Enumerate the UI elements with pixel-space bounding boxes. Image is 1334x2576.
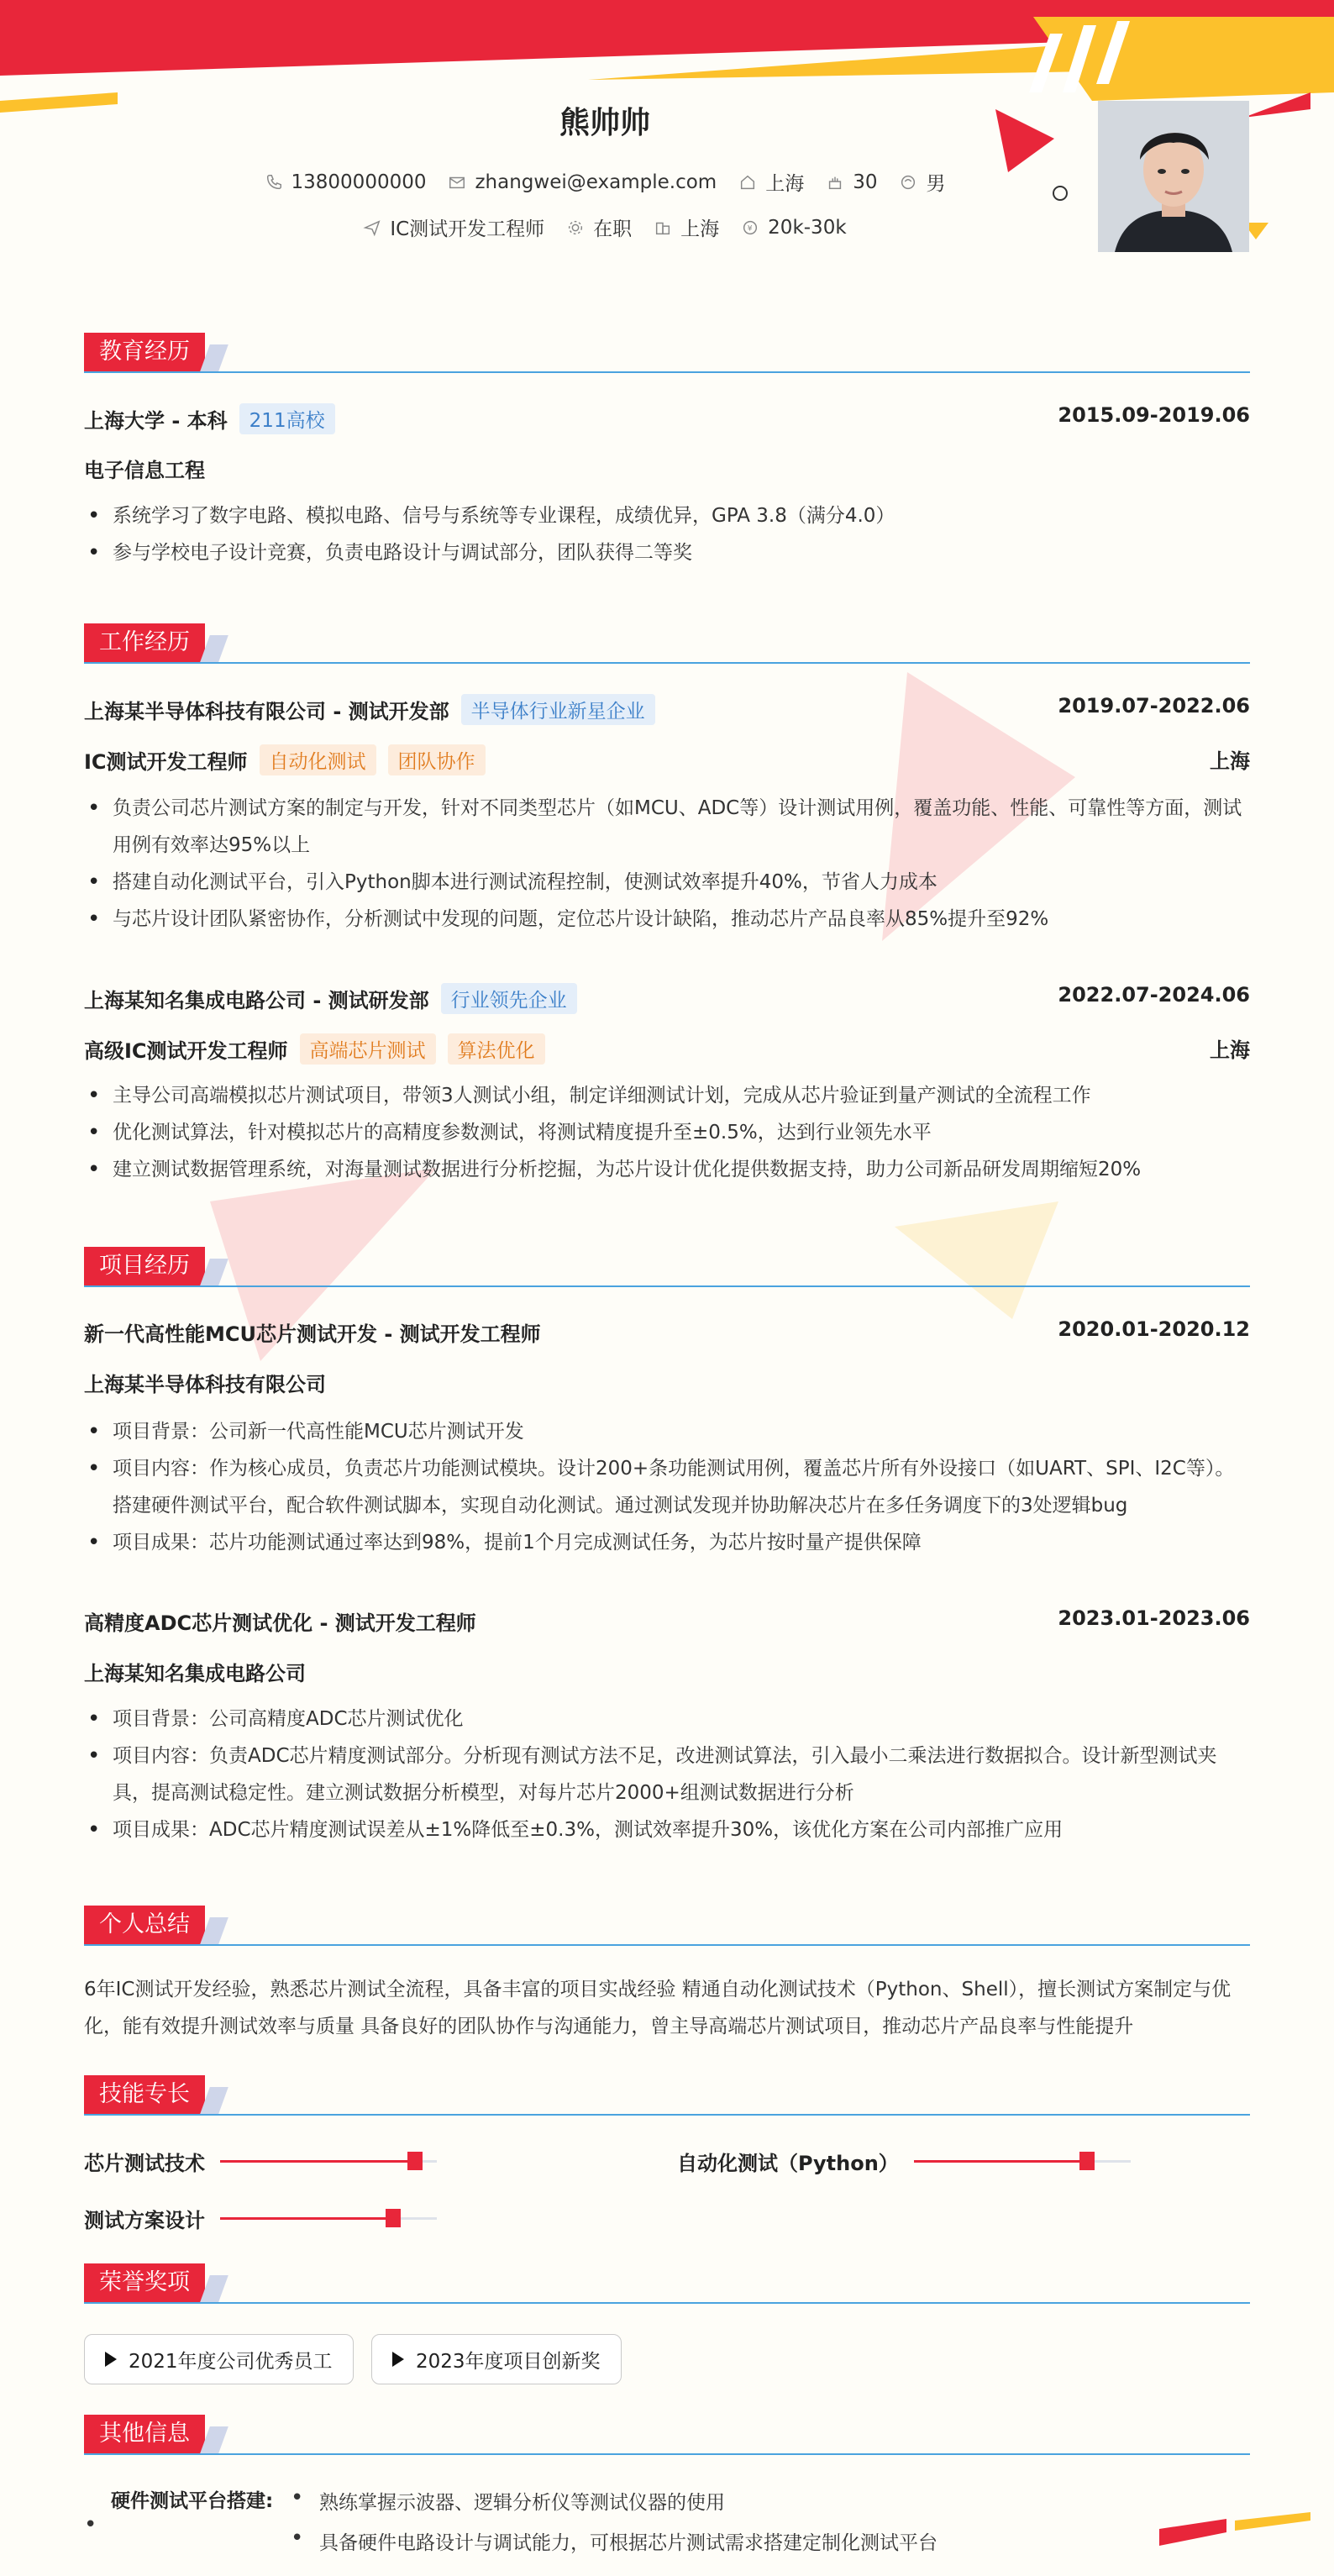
work-city: 上海 (1210, 749, 1250, 773)
section-header (84, 333, 1250, 373)
project-name: 新一代高性能MCU芯片测试开发 - 测试开发工程师 (84, 1322, 541, 1346)
skill-level-bar (220, 2160, 437, 2163)
project-company: 上海某知名集成电路公司 (84, 1662, 306, 1685)
work-bullets (84, 790, 1250, 938)
email-item (448, 171, 717, 193)
school-name: 上海大学 - 本科 (84, 409, 228, 433)
skill-level-knob (386, 2209, 401, 2227)
svg-text:¥: ¥ (747, 223, 753, 234)
work-bullets (84, 1077, 1250, 1188)
section-divider (84, 1285, 1250, 1287)
projects-section (84, 1247, 1250, 1287)
section-title: 技能专长 (84, 2075, 205, 2114)
age-value: 30 (853, 171, 878, 193)
other-item: 熟练掌握示波器、逻辑分析仪等测试仪器的使用 (319, 2492, 725, 2514)
section-divider (84, 371, 1250, 373)
section-divider (84, 2302, 1250, 2304)
cake-icon (826, 173, 844, 192)
company-name: 上海某半导体科技有限公司 - 测试开发部 (84, 700, 449, 723)
list-item: • 建立测试数据管理系统，对海量测试数据进行分析挖掘，为芯片设计优化提供数据支持，助力公司新品研发周期缩短20% (84, 1151, 1250, 1188)
section-divider (84, 1944, 1250, 1946)
work-city: 上海 (1210, 1038, 1250, 1062)
skill-item (84, 2204, 437, 2233)
skill-tag: 团队协作 (388, 744, 486, 775)
section-header (84, 2263, 1250, 2304)
skill-name: 自动化测试（Python） (677, 2152, 899, 2175)
list-item: • 项目成果：ADC芯片精度测试误差从±1%降低至±0.3%，测试效率提升30%，该优化方案在公司内部推广应用 (84, 1811, 1250, 1848)
section-divider (84, 2114, 1250, 2116)
skill-level-bar (914, 2160, 1131, 2163)
job-title: IC测试开发工程师 (84, 750, 248, 774)
target-city-value: 上海 (680, 218, 720, 240)
skills-section (84, 2075, 1250, 2116)
section-title: 项目经历 (84, 1247, 205, 1285)
gender-item (899, 168, 945, 196)
other-section (84, 2415, 1250, 2455)
phone-value: 13800000000 (291, 171, 427, 193)
education-section (84, 333, 1250, 373)
list-item: • 项目内容：作为核心成员，负责芯片功能测试模块。设计200+条功能测试用例，覆盖芯片所有外设接口（如UART、SPI、I2C等）。搭建硬件测试平台，配合软件测试脚本，实现自动化测试。通过测试发现并协助解决芯片在多任务调度下的3处逻辑bug (84, 1450, 1250, 1524)
status-value: 在职 (593, 218, 633, 240)
section-header (84, 2415, 1250, 2455)
award-label: 2023年度项目创新奖 (416, 2350, 601, 2373)
project-name: 高精度ADC芯片测试优化 - 测试开发工程师 (84, 1611, 476, 1635)
awards-section (84, 2263, 1250, 2304)
project-bullets (84, 1413, 1250, 1561)
major: 电子信息工程 (84, 459, 205, 482)
email-value: zhangwei@example.com (475, 171, 717, 193)
company-name: 上海某知名集成电路公司 - 测试研发部 (84, 989, 429, 1012)
candidate-name: 熊帅帅 (559, 106, 650, 140)
avatar-portrait-icon (1098, 101, 1249, 252)
section-title: 荣誉奖项 (84, 2263, 205, 2302)
target-city-item (654, 213, 719, 241)
play-icon (392, 2352, 404, 2367)
section-header (84, 1906, 1250, 1946)
salary-value: 20k-30k (768, 216, 847, 239)
project-date: 2020.01-2020.12 (1058, 1317, 1250, 1341)
face-icon (899, 173, 917, 192)
bullet-dot: • (84, 2512, 97, 2537)
project-bullets (84, 1701, 1250, 1848)
contact-row (84, 168, 1126, 196)
section-title: 教育经历 (84, 333, 205, 371)
position-value: IC测试开发工程师 (390, 218, 545, 240)
phone-icon (265, 173, 283, 192)
education-bullets (84, 497, 1250, 571)
summary-section (84, 1906, 1250, 1946)
section-divider (84, 662, 1250, 664)
company-tag: 行业领先企业 (441, 983, 577, 1014)
list-item: • 优化测试算法，针对模拟芯片的高精度参数测试，将测试精度提升至±0.5%，达到行业领先水平 (84, 1114, 1250, 1151)
list-item: • 项目背景：公司高精度ADC芯片测试优化 (84, 1701, 1250, 1737)
bullet-dot: • (291, 2526, 304, 2551)
list-item: • 项目成果：芯片功能测试通过率达到98%，提前1个月完成测试任务，为芯片按时量产提供保障 (84, 1524, 1250, 1561)
status-item (566, 213, 632, 241)
section-header (84, 623, 1250, 664)
skill-level-fill (914, 2160, 1087, 2163)
section-title: 个人总结 (84, 1906, 205, 1944)
skill-item (677, 2147, 1131, 2176)
list-item: • 负责公司芯片测试方案的制定与开发，针对不同类型芯片（如MCU、ADC等）设计测试用例，覆盖功能、性能、可靠性等方面，测试用例有效率达95%以上 (84, 790, 1250, 864)
project-company: 上海某半导体科技有限公司 (84, 1373, 326, 1396)
list-item: • 参与学校电子设计竞赛，负责电路设计与调试部分，团队获得二等奖 (84, 534, 1250, 571)
list-item: • 项目背景：公司新一代高性能MCU芯片测试开发 (84, 1413, 1250, 1450)
skill-tag: 自动化测试 (260, 744, 376, 775)
project-date: 2023.01-2023.06 (1058, 1606, 1250, 1630)
skill-name: 测试方案设计 (84, 2209, 205, 2232)
job-intent-row (84, 213, 1126, 241)
gender-value: 男 (926, 173, 946, 195)
summary-text: 6年IC测试开发经验，熟悉芯片测试全流程，具备丰富的项目实战经验 精通自动化测试技术（Python、Shell），擅长测试方案制定与优化，能有效提升测试效率与质量 具备良好的团队协作与沟通能力，曾主导高端芯片测试项目，推动芯片产品良率与性能提升 (84, 1979, 1232, 2037)
skill-level-knob (407, 2152, 423, 2170)
award-badge (84, 2334, 354, 2384)
section-title: 其他信息 (84, 2415, 205, 2453)
list-item: • 主导公司高端模拟芯片测试项目，带领3人测试小组，制定详细测试计划，完成从芯片验证到量产测试的全流程工作 (84, 1077, 1250, 1114)
coin-icon (741, 218, 759, 237)
list-item: • 系统学习了数字电路、模拟电路、信号与系统等专业课程，成绩优异，GPA 3.8（满分4.0） (84, 497, 1250, 534)
work-section (84, 623, 1250, 664)
position-item (363, 213, 544, 241)
other-item: 具备硬件电路设计与调试能力，可根据芯片测试需求搭建定制化测试平台 (319, 2532, 937, 2554)
section-divider (84, 2453, 1250, 2455)
section-header (84, 2075, 1250, 2116)
send-icon (363, 218, 381, 237)
phone-item (265, 171, 427, 193)
education-date: 2015.09-2019.06 (1058, 403, 1250, 427)
gear-icon (566, 218, 585, 237)
work-date: 2019.07-2022.06 (1058, 694, 1250, 718)
age-item (826, 171, 877, 193)
bullet-dot: • (291, 2485, 304, 2510)
skill-name: 芯片测试技术 (84, 2152, 205, 2175)
play-icon (105, 2352, 117, 2367)
home-icon (738, 173, 757, 192)
company-tag: 半导体行业新星企业 (461, 694, 655, 725)
skill-tag: 高端芯片测试 (300, 1033, 436, 1065)
skill-level-bar (220, 2217, 437, 2220)
salary-item (741, 217, 846, 239)
skill-level-fill (220, 2217, 393, 2220)
skill-tag: 算法优化 (448, 1033, 545, 1065)
section-title: 工作经历 (84, 623, 205, 662)
skill-level-knob (1079, 2152, 1095, 2170)
school-tag: 211高校 (239, 403, 335, 434)
job-title: 高级IC测试开发工程师 (84, 1039, 288, 1063)
skill-level-fill (220, 2160, 415, 2163)
list-item: • 项目内容：负责ADC芯片精度测试部分。分析现有测试方法不足，改进测试算法，引入最小二乘法进行数据拟合。设计新型测试夹具，提高测试稳定性。建立测试数据分析模型，对每片芯片2000+组测试数据进行分析 (84, 1737, 1250, 1811)
list-item: • 搭建自动化测试平台，引入Python脚本进行测试流程控制，使测试效率提升40%，节省人力成本 (84, 864, 1250, 901)
building-icon (654, 218, 672, 237)
award-badge (371, 2334, 622, 2384)
avatar (1098, 101, 1249, 252)
other-label: 硬件测试平台搭建: (111, 2490, 274, 2512)
mail-icon (448, 173, 466, 192)
work-date: 2022.07-2024.06 (1058, 983, 1250, 1007)
location-value: 上海 (765, 173, 805, 195)
skill-item (84, 2147, 437, 2176)
award-label: 2021年度公司优秀员工 (129, 2350, 333, 2373)
location-item (738, 168, 804, 196)
list-item: • 与芯片设计团队紧密协作，分析测试中发现的问题，定位芯片设计缺陷，推动芯片产品良率从85%提升至92% (84, 901, 1250, 938)
section-header (84, 1247, 1250, 1287)
